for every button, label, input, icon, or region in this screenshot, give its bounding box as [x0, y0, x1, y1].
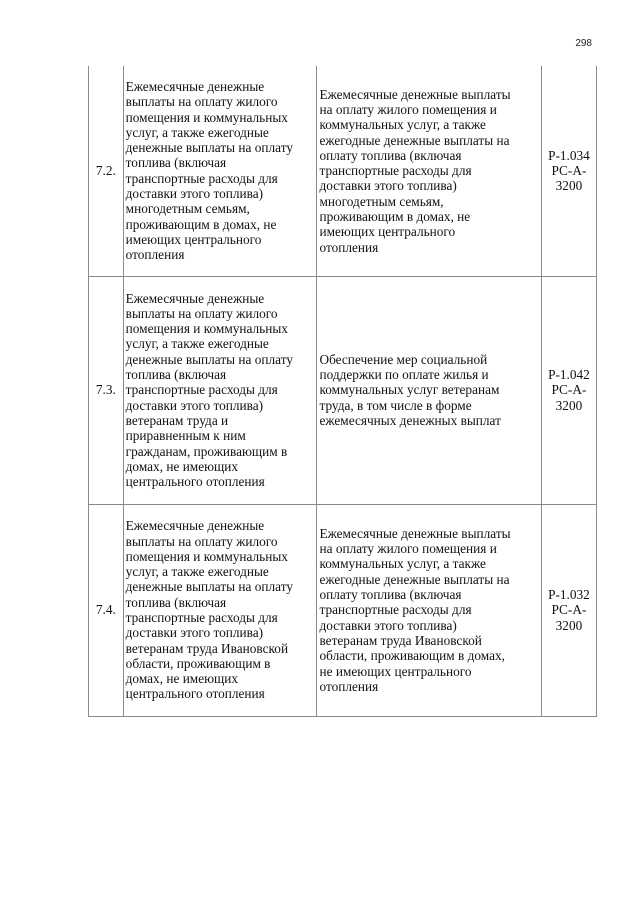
code-line: 3200	[555, 178, 583, 194]
text-line: домах, не имеющих	[125, 458, 239, 474]
text-line: топлива (включая	[125, 594, 227, 610]
text-line: транспортные расходы для	[125, 170, 278, 186]
text-line: труда, в том числе в форме	[319, 397, 472, 413]
text-line: транспортные расходы для	[125, 610, 278, 625]
text-line: ежегодные денежные выплаты на	[319, 132, 510, 148]
code-line: РС-А-	[551, 382, 587, 398]
text-line: Ежемесячные денежные выплаты	[319, 525, 511, 541]
text-line: проживающим в домах, не	[125, 216, 277, 232]
text-line: доставки этого топлива)	[125, 625, 264, 641]
service-code-cell	[541, 276, 596, 504]
text-line: ежегодные денежные выплаты на	[319, 571, 510, 587]
service-name-cell	[123, 66, 317, 276]
text-line: доставки этого топлива)	[319, 617, 457, 633]
text-line: отопления	[125, 247, 185, 263]
text-line: денежные выплаты на оплату	[125, 351, 293, 367]
code-line: 3200	[555, 617, 583, 633]
text-line: топлива (включая	[125, 367, 227, 383]
text-line: транспортные расходы для	[319, 163, 472, 179]
text-line: не имеющих центрального	[319, 663, 472, 679]
text-line: ветеранам труда Ивановской	[125, 640, 289, 656]
text-line: транспортные расходы для	[125, 382, 278, 398]
service-description-cell	[317, 504, 541, 716]
table-row	[89, 66, 597, 276]
text-line: выплаты на оплату жилого	[125, 305, 278, 321]
text-line: услуг, а также ежегодные	[125, 124, 269, 140]
code-line: РС-А-	[551, 602, 587, 618]
row-number: 7.4.	[89, 504, 124, 716]
row-number: 7.2.	[89, 66, 124, 276]
text-line: оплату топлива (включая	[319, 587, 462, 603]
code-line: РС-А-	[551, 163, 587, 179]
text-line: доставки этого топлива)	[319, 178, 457, 194]
text-line: топлива (включая	[125, 155, 227, 171]
text-line: области, проживающим в домах,	[319, 648, 505, 664]
text-line: ветеранам труда Ивановской	[319, 632, 482, 648]
code-line: Р-1.042	[548, 367, 590, 383]
text-line: доставки этого топлива)	[125, 397, 264, 413]
table-row	[89, 504, 597, 716]
text-line: коммунальных услуг ветеранам	[319, 382, 500, 398]
text-line: многодетным семьям,	[319, 193, 444, 209]
text-line: ежемесячных денежных выплат	[319, 412, 501, 428]
text-line: на оплату жилого помещения и	[319, 101, 497, 117]
row-number: 7.3.	[89, 276, 124, 504]
service-code-cell	[541, 504, 596, 716]
text-line: коммунальных услуг, а также	[319, 117, 486, 133]
text-line: помещения и коммунальных	[125, 548, 288, 564]
text-line: денежные выплаты на оплату	[125, 140, 293, 156]
text-line: центрального отопления	[125, 686, 265, 702]
text-line: Ежемесячные денежные	[125, 78, 265, 94]
text-line: гражданам, проживающим в	[125, 443, 288, 459]
text-line: приравненным к ним	[125, 428, 246, 444]
text-line: отопления	[319, 239, 379, 255]
text-line: Ежемесячные денежные выплаты	[319, 86, 511, 102]
text-line: отопления	[319, 678, 379, 694]
text-line: денежные выплаты на оплату	[125, 579, 293, 595]
table-row	[89, 276, 597, 504]
code-line: Р-1.032	[548, 587, 590, 603]
text-line: имеющих центрального	[125, 231, 262, 247]
text-line: Ежемесячные денежные	[125, 518, 265, 534]
text-line: многодетным семьям,	[125, 201, 250, 217]
text-line: оплату топлива (включая	[319, 147, 462, 163]
text-line: центрального отопления	[125, 474, 265, 490]
text-line: имеющих центрального	[319, 224, 456, 240]
text-line: коммунальных услуг, а также	[319, 556, 486, 572]
services-table	[88, 66, 597, 717]
text-line: ветеранам труда и	[125, 412, 229, 428]
text-line: области, проживающим в	[125, 655, 271, 671]
code-line: 3200	[555, 397, 583, 413]
code-line: Р-1.034	[548, 147, 590, 163]
text-line: Ежемесячные денежные	[125, 290, 265, 306]
text-line: выплаты на оплату жилого	[125, 533, 278, 549]
service-code-cell	[541, 66, 596, 276]
text-line: услуг, а также ежегодные	[125, 564, 269, 580]
text-line: Обеспечение мер социальной	[319, 351, 488, 367]
text-line: помещения и коммунальных	[125, 109, 288, 125]
text-line: на оплату жилого помещения и	[319, 541, 497, 557]
text-line: выплаты на оплату жилого	[125, 94, 278, 110]
text-line: поддержки по оплате жилья и	[319, 367, 489, 383]
service-name-cell	[123, 276, 317, 504]
page-number: 298	[575, 38, 592, 49]
text-line: доставки этого топлива)	[125, 186, 264, 202]
service-description-cell	[317, 276, 541, 504]
text-line: транспортные расходы для	[319, 602, 472, 618]
text-line: помещения и коммунальных	[125, 321, 288, 337]
text-line: услуг, а также ежегодные	[125, 336, 269, 352]
text-line: проживающим в домах, не	[319, 208, 471, 224]
service-description-cell	[317, 66, 541, 276]
service-name-cell	[123, 504, 317, 716]
text-line: домах, не имеющих	[125, 671, 239, 687]
